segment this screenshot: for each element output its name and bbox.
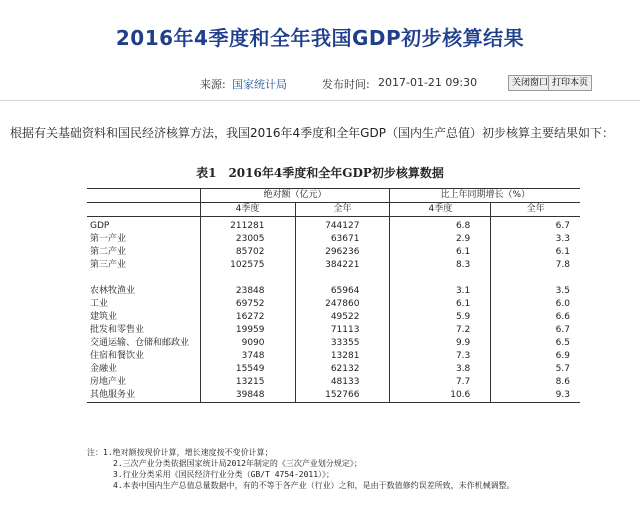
table-spacer xyxy=(87,272,580,285)
cell-year-growth: 8.6 xyxy=(491,376,580,389)
cell-q4: 13215 xyxy=(200,376,295,389)
cell-q4-growth: 9.9 xyxy=(390,337,491,350)
cell-q4: 85702 xyxy=(200,246,295,259)
spacer-cell xyxy=(295,272,390,285)
row-label: 住宿和餐饮业 xyxy=(90,351,145,361)
cell-year: 71113 xyxy=(295,324,390,337)
cell-q4-growth: 7.7 xyxy=(390,376,491,389)
table-row xyxy=(87,217,580,234)
table-row xyxy=(87,350,580,363)
source-link[interactable]: 国家统计局 xyxy=(232,78,287,91)
table-row xyxy=(87,324,580,337)
cell-q4-growth: 5.9 xyxy=(390,311,491,324)
cell-year: 13281 xyxy=(295,350,390,363)
source-label: 来源: xyxy=(200,78,226,91)
cell-q4-growth: 10.6 xyxy=(390,389,491,403)
cell-year-growth: 6.0 xyxy=(491,298,580,311)
cell-q4: 39848 xyxy=(200,389,295,403)
row-label: 农林牧渔业 xyxy=(90,286,136,296)
row-label: GDP xyxy=(90,221,110,231)
spacer-cell xyxy=(87,272,200,285)
table-caption: 表1 2016年4季度和全年GDP初步核算数据 xyxy=(196,166,444,180)
table-header-blank xyxy=(87,189,200,203)
cell-q4-growth: 6.1 xyxy=(390,298,491,311)
cell-q4-growth: 6.8 xyxy=(390,217,491,234)
row-label: 第一产业 xyxy=(90,234,127,244)
table-row xyxy=(87,376,580,389)
row-label: 第三产业 xyxy=(90,260,127,270)
cell-year-growth: 6.5 xyxy=(491,337,580,350)
cell-year: 49522 xyxy=(295,311,390,324)
row-label: 交通运输、仓储和邮政业 xyxy=(90,338,190,348)
cell-q4: 3748 xyxy=(200,350,295,363)
table-row xyxy=(87,285,580,298)
row-label: 其他服务业 xyxy=(87,389,200,403)
row-label: 批发和零售业 xyxy=(90,325,145,335)
cell-year-growth: 6.1 xyxy=(491,246,580,259)
table-row xyxy=(87,246,580,259)
cell-q4-growth: 2.9 xyxy=(390,233,491,246)
cell-year: 296236 xyxy=(295,246,390,259)
cell-q4: 23848 xyxy=(200,285,295,298)
cell-q4: 19959 xyxy=(200,324,295,337)
cell-year-growth: 3.5 xyxy=(491,285,580,298)
cell-year-growth: 7.8 xyxy=(491,259,580,272)
note-line: 4.本表中国内生产总值总量数据中，有的不等于各产业（行业）之和，是由于数值修约误差所致，未作机械调整。 xyxy=(113,481,515,490)
cell-q4-growth: 7.2 xyxy=(390,324,491,337)
cell-year: 62132 xyxy=(295,363,390,376)
cell-q4-growth: 3.8 xyxy=(390,363,491,376)
cell-q4: 23005 xyxy=(200,233,295,246)
spacer-cell xyxy=(200,272,295,285)
cell-q4: 102575 xyxy=(200,259,295,272)
cell-year-growth: 5.7 xyxy=(491,363,580,376)
cell-year: 384221 xyxy=(295,259,390,272)
cell-q4-growth: 7.3 xyxy=(390,350,491,363)
row-label: 第二产业 xyxy=(90,247,127,257)
publish-time-label: 发布时间: xyxy=(322,78,370,91)
cell-year: 152766 xyxy=(295,389,390,403)
table-row xyxy=(87,389,580,403)
row-label: 工业 xyxy=(90,299,109,309)
subheader-year-growth: 全年 xyxy=(491,203,580,217)
intro-paragraph: 根据有关基础资料和国民经济核算方法，我国2016年4季度和全年GDP（国内生产总值）初步核算主要结果如下： xyxy=(10,126,614,140)
cell-year-growth: 3.3 xyxy=(491,233,580,246)
publish-time-value: 2017-01-21 09:30 xyxy=(378,76,478,89)
gdp-table xyxy=(87,188,580,403)
subheader-q4-growth: 4季度 xyxy=(390,203,491,217)
table-row xyxy=(87,298,580,311)
cell-year: 744127 xyxy=(295,217,390,234)
cell-year: 63671 xyxy=(295,233,390,246)
subheader-year: 全年 xyxy=(295,203,390,217)
cell-year: 48133 xyxy=(295,376,390,389)
table-row xyxy=(87,259,580,272)
header-growth: 比上年同期增长（%） xyxy=(390,189,580,203)
cell-q4-growth: 8.3 xyxy=(390,259,491,272)
article-title: 2016年4季度和全年我国GDP初步核算结果 xyxy=(115,26,525,50)
cell-q4: 15549 xyxy=(200,363,295,376)
header-absolute: 绝对额（亿元） xyxy=(200,189,390,203)
table-notes xyxy=(87,447,587,491)
row-label: 金融业 xyxy=(90,364,118,374)
row-label: 建筑业 xyxy=(90,312,118,322)
cell-year-growth: 6.7 xyxy=(491,324,580,337)
table-row xyxy=(87,337,580,350)
table-row xyxy=(87,233,580,246)
spacer-cell xyxy=(491,272,580,285)
subheader-q4: 4季度 xyxy=(200,203,295,217)
cell-year: 65964 xyxy=(295,285,390,298)
print-page-button[interactable]: 打印本页 xyxy=(548,75,592,91)
table-header-blank xyxy=(87,203,200,217)
table-row xyxy=(87,311,580,324)
table-row xyxy=(87,363,580,376)
spacer-cell xyxy=(390,272,491,285)
cell-q4: 16272 xyxy=(200,311,295,324)
cell-q4: 211281 xyxy=(200,217,295,234)
cell-q4: 69752 xyxy=(200,298,295,311)
note-line: 注：1.绝对额按现价计算，增长速度按不变价计算； xyxy=(87,448,273,457)
cell-year: 33355 xyxy=(295,337,390,350)
cell-year-growth: 6.9 xyxy=(491,350,580,363)
note-line: 2.三次产业分类依据国家统计局2012年制定的《三次产业划分规定》； xyxy=(113,459,362,468)
row-label: 房地产业 xyxy=(90,377,127,387)
cell-year-growth: 9.3 xyxy=(491,389,580,403)
cell-year-growth: 6.6 xyxy=(491,311,580,324)
cell-year: 247860 xyxy=(295,298,390,311)
close-window-button[interactable]: 关闭窗口 xyxy=(508,75,552,91)
cell-q4: 9090 xyxy=(200,337,295,350)
cell-q4-growth: 3.1 xyxy=(390,285,491,298)
cell-q4-growth: 6.1 xyxy=(390,246,491,259)
cell-year-growth: 6.7 xyxy=(491,217,580,234)
header-divider xyxy=(0,100,640,101)
note-line: 3.行业分类采用《国民经济行业分类（GB/T 4754-2011）》； xyxy=(113,470,335,479)
